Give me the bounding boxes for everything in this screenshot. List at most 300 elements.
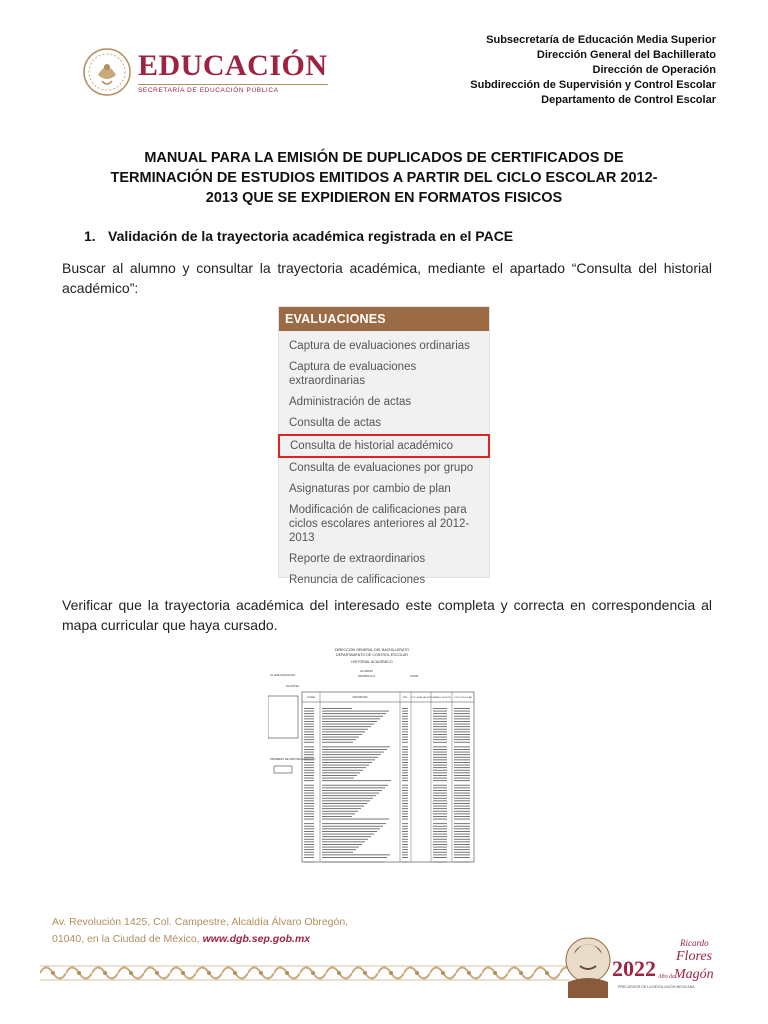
history-row-mark [304,734,314,735]
history-row-mark [433,729,447,730]
history-row-mark [322,826,383,827]
history-row-mark [304,803,314,804]
history-row-mark [322,811,358,812]
national-seal-icon [82,45,132,99]
history-row-mark [402,759,408,760]
history-row-mark [322,849,356,850]
history-row-mark [454,780,470,781]
history-row-mark [304,775,314,776]
history-row-mark [402,849,408,850]
history-row-mark [402,724,408,725]
history-row-mark [322,775,357,776]
instruction-paragraph: Buscar al alumno y consultar la trayectoria académica, mediante el apartado “Consulta del historial académico”: [62,260,712,296]
history-row-mark [454,765,470,766]
history-row-mark [322,718,380,719]
history-row-mark [322,862,384,863]
history-row-mark [454,787,470,788]
history-row-mark [402,711,408,712]
history-row-mark [322,854,390,855]
history-row-mark [304,808,314,809]
history-row-mark [402,795,408,796]
menu-item[interactable]: Asignaturas por cambio de plan [289,483,451,495]
history-row-mark [454,854,470,855]
history-row-mark [304,767,314,768]
history-row-mark [433,803,447,804]
logo-title: EDUCACIÓN [138,48,328,82]
history-row-mark [322,734,362,735]
history-row-mark [304,742,314,743]
history-row-mark [433,739,447,740]
history-row-mark [433,772,447,773]
history-row-mark [402,806,408,807]
history-row-mark [304,724,314,725]
menu-item[interactable]: Captura de evaluaciones ordinarias [289,340,470,352]
history-row-mark [454,775,470,776]
title-line: TERMINACIÓN DE ESTUDIOS EMITIDOS A PARTIR DEL CICLO ESCOLAR 2012- [110,170,658,186]
history-row-mark [454,762,470,763]
history-right-label: ALUMNO [360,669,373,673]
history-row-mark [304,765,314,766]
history-row-mark [454,813,470,814]
history-row-mark [402,746,408,747]
history-row-mark [402,798,408,799]
emblem-last-name-1: Flores [676,949,713,964]
history-row-mark [433,823,447,824]
history-row-mark [433,854,447,855]
history-row-mark [402,839,408,840]
emblem-year-sub: Año de [658,974,675,980]
page-header [0,30,768,110]
history-row-mark [454,826,470,827]
history-row-mark [454,831,470,832]
history-row-mark [402,716,408,717]
history-row-mark [402,754,408,755]
history-row-mark [433,780,447,781]
menu-item[interactable]: Reporte de extraordinarios [289,553,426,565]
history-row-mark [402,787,408,788]
history-row-mark [433,746,447,747]
history-row-mark [304,806,314,807]
history-row-mark [304,826,314,827]
history-row-mark [322,754,381,755]
history-row-mark [433,734,447,735]
address-line: Av. Revolución 1425, Col. Campestre, Alcaldía Álvaro Obregón, [52,916,349,928]
history-row-mark [304,790,314,791]
history-row-mark [304,793,314,794]
department-lines [470,33,716,108]
address-line: 01040, en la Ciudad de México, [52,933,200,945]
history-row-mark [402,819,408,820]
history-row-mark [322,716,383,717]
history-row-mark [322,765,369,766]
history-row-mark [304,718,314,719]
history-row-mark [402,718,408,719]
history-row-mark [322,839,368,840]
history-row-mark [304,757,314,758]
history-row-mark [454,828,470,829]
history-row-mark [322,795,376,796]
history-row-mark [454,819,470,820]
history-row-mark [433,852,447,853]
history-row-mark [454,770,470,771]
history-row-mark [304,770,314,771]
history-row-mark [454,734,470,735]
history-row-mark [402,790,408,791]
emblem-first-name: Ricardo [680,938,709,948]
history-row-mark [433,754,447,755]
evaluaciones-menu [278,306,490,586]
history-row-mark [322,841,365,842]
history-row-mark [454,800,470,801]
history-row-mark [433,785,447,786]
history-row-mark [304,726,314,727]
history-row-mark [322,746,390,747]
history-column-header: CLAVE [307,696,315,699]
history-row-mark [402,826,408,827]
history-row-mark [433,749,447,750]
history-row-mark [433,862,447,863]
history-row-mark [433,813,447,814]
history-row-mark [402,752,408,753]
history-row-mark [433,808,447,809]
history-row-mark [304,800,314,801]
history-row-mark [304,844,314,845]
history-row-mark [433,759,447,760]
history-row-mark [304,831,314,832]
history-row-mark [454,844,470,845]
history-rows [304,708,470,864]
history-row-mark [304,828,314,829]
history-row-mark [402,713,408,714]
website-link[interactable]: www.dgb.sep.gob.mx [202,933,311,945]
history-row-mark [402,803,408,804]
history-row-mark [402,734,408,735]
history-row-mark [304,759,314,760]
history-row-mark [402,742,408,743]
history-row-mark [402,836,408,837]
menu-item-highlighted[interactable]: Consulta de historial académico [280,436,488,456]
history-row-mark [322,813,355,814]
history-row-mark [322,844,362,845]
history-right-label: MATRÍCULA [358,674,376,678]
history-row-mark [322,831,377,832]
history-row-mark [304,752,314,753]
history-row-mark [433,713,447,714]
history-row-mark [433,806,447,807]
history-row-mark [402,770,408,771]
history-row-mark [402,852,408,853]
history-row-mark [454,857,470,858]
emblem-year: 2022 [612,956,656,981]
history-column-header: CAL [402,696,408,699]
history-header-line: HISTORIAL ACADÉMICO [351,660,393,664]
history-row-mark [402,775,408,776]
history-row-mark [454,716,470,717]
history-row-mark [304,857,314,858]
history-row-mark [402,813,408,814]
history-row-mark [433,790,447,791]
section-title: Validación de la trayectoria académica registrada en el PACE [108,228,514,244]
history-row-mark [304,823,314,824]
history-row-mark [402,749,408,750]
history-row-mark [433,800,447,801]
history-row-mark [304,708,314,709]
history-row-mark [454,806,470,807]
history-row-mark [433,857,447,858]
history-row-mark [304,749,314,750]
history-row-mark [454,834,470,835]
history-row-mark [322,790,382,791]
history-row-mark [454,803,470,804]
history-row-mark [402,828,408,829]
history-row-mark [322,780,391,781]
history-row-mark [402,731,408,732]
history-row-mark [454,731,470,732]
history-row-mark [433,793,447,794]
history-row-mark [402,721,408,722]
history-row-mark [454,847,470,848]
history-row-mark [322,803,367,804]
history-row-mark [402,862,408,863]
history-row-mark [433,834,447,835]
history-row-mark [433,819,447,820]
history-row-mark [454,862,470,863]
menu-item[interactable]: Renuncia de calificaciones [289,574,426,586]
history-row-mark [304,762,314,763]
history-row-mark [304,713,314,714]
history-row-mark [433,731,447,732]
history-row-mark [322,713,386,714]
logo-subtitle: SECRETARÍA DE EDUCACIÓN PÚBLICA [138,84,328,94]
history-left-label: PROMEDIO DE APROVECHAMIENTO [270,758,316,761]
title-line: 2013 QUE SE EXPIDIERON EN FORMATOS FISICOS [205,190,563,206]
department-line: Dirección General del Bachillerato [536,49,716,61]
history-row-mark [402,726,408,727]
history-row-mark [402,785,408,786]
history-row-mark [433,737,447,738]
history-header-line: DEPARTAMENTO DE CONTROL ESCOLAR [336,653,408,657]
history-row-mark [304,836,314,837]
history-row-mark [433,831,447,832]
history-row-mark [454,726,470,727]
menu-header: EVALUACIONES [279,307,489,331]
emblem-tagline: PRECURSOR DE LA REVOLUCIÓN MEXICANA [618,985,695,989]
history-row-mark [433,742,447,743]
history-row-mark [454,737,470,738]
menu-item[interactable]: Administración de actas [289,396,412,408]
history-row-mark [322,857,387,858]
academic-history-document [268,646,476,864]
history-row-mark [322,726,371,727]
history-row-mark [322,819,389,820]
history-row-mark [454,852,470,853]
history-row-mark [322,731,365,732]
history-row-mark [454,836,470,837]
history-row-mark [454,721,470,722]
history-row-mark [322,793,379,794]
history-row-mark [402,780,408,781]
history-row-mark [304,862,314,863]
history-row-mark [454,742,470,743]
history-row-mark [454,839,470,840]
history-row-mark [304,834,314,835]
department-line: Subdirección de Supervisión y Control Escolar [470,79,716,91]
history-row-mark [402,847,408,848]
history-row-mark [433,798,447,799]
history-row-mark [433,718,447,719]
history-row-mark [322,759,375,760]
history-row-mark [402,834,408,835]
history-row-mark [433,708,447,709]
history-header-line: DIRECCIÓN GENERAL DEL BACHILLERATO [334,648,410,652]
history-row-mark [402,772,408,773]
history-row-mark [402,854,408,855]
decorative-border-pattern [40,958,570,988]
history-row-mark [304,816,314,817]
history-row-mark [322,800,370,801]
portrait-icon [566,938,610,982]
history-row-mark [454,757,470,758]
history-row-mark [322,762,372,763]
history-row-mark [454,724,470,725]
history-row-mark [402,778,408,779]
history-row-mark [454,793,470,794]
history-row-mark [402,841,408,842]
history-row-mark [433,711,447,712]
history-row-mark [304,841,314,842]
history-row-mark [304,739,314,740]
history-row-mark [433,836,447,837]
photo-box [268,696,298,738]
history-row-mark [402,793,408,794]
history-row-mark [454,754,470,755]
menu-item[interactable]: Captura de evaluaciones extraordinarias [289,361,417,387]
history-row-mark [454,808,470,809]
history-row-mark [322,749,387,750]
history-row-mark [402,800,408,801]
history-row-mark [322,816,352,817]
history-row-mark [433,757,447,758]
history-row-mark [433,724,447,725]
history-row-mark [322,852,353,853]
history-row-mark [322,787,385,788]
history-row-mark [454,778,470,779]
history-row-mark [454,711,470,712]
history-row-mark [402,708,408,709]
history-row-mark [322,708,352,709]
history-row-mark [304,729,314,730]
history-row-mark [433,826,447,827]
history-row-mark [322,729,368,730]
history-row-mark [322,721,377,722]
history-row-mark [402,808,408,809]
history-right-label: CURP [410,674,419,678]
history-row-mark [402,739,408,740]
history-row-mark [402,737,408,738]
history-row-mark [433,787,447,788]
history-row-mark [402,757,408,758]
history-row-mark [304,711,314,712]
history-row-mark [322,836,371,837]
history-row-mark [454,772,470,773]
history-row-mark [322,834,374,835]
history-row-mark [322,757,378,758]
history-row-mark [402,831,408,832]
history-row-mark [433,849,447,850]
history-row-mark [322,798,373,799]
history-row-mark [433,811,447,812]
history-row-mark [433,765,447,766]
verification-paragraph: Verificar que la trayectoria académica del interesado este completa y correcta en correspondencia al mapa curricular que haya cursado. [62,597,712,633]
history-row-mark [322,823,386,824]
history-row-mark [322,828,380,829]
history-row-mark [454,708,470,709]
history-row-mark [433,775,447,776]
history-row-mark [304,778,314,779]
title-line: MANUAL PARA LA EMISIÓN DE DUPLICADOS DE CERTIFICADOS DE [144,150,624,166]
average-box [274,766,292,773]
history-row-mark [304,716,314,717]
history-row-mark [322,742,353,743]
ricardo-flores-magon-2022-emblem [548,924,718,1000]
history-row-mark [454,749,470,750]
sep-logo [82,45,328,99]
history-row-mark [402,857,408,858]
history-row-mark [454,841,470,842]
menu-item[interactable]: Consulta de evaluaciones por grupo [289,462,474,474]
history-row-mark [433,839,447,840]
history-row-mark [454,718,470,719]
history-row-mark [433,767,447,768]
history-row-mark [402,844,408,845]
history-row-mark [304,746,314,747]
department-line: Dirección de Operación [592,64,716,76]
footer-address [52,914,348,948]
history-row-mark [454,729,470,730]
history-row-mark [402,765,408,766]
history-row-mark [433,828,447,829]
history-row-mark [322,778,354,779]
history-left-label: CLAVE ESCOLAR [270,673,295,677]
history-row-mark [304,795,314,796]
history-row-mark [454,767,470,768]
history-column-header: ASIGNATURA [352,696,368,699]
history-row-mark [402,767,408,768]
history-row-mark [322,808,361,809]
history-row-mark [454,849,470,850]
history-row-mark [454,752,470,753]
history-row-mark [304,849,314,850]
history-column-header: TIPO EVALUACIÓN [411,697,431,699]
history-row-mark [433,795,447,796]
history-row-mark [322,772,360,773]
history-row-mark [402,729,408,730]
history-row-mark [304,819,314,820]
history-row-mark [454,790,470,791]
history-row-mark [322,724,374,725]
history-row-mark [433,762,447,763]
history-row-mark [304,854,314,855]
history-row-mark [304,737,314,738]
history-row-mark [454,739,470,740]
history-row-mark [304,772,314,773]
history-row-mark [322,711,389,712]
history-row-mark [454,816,470,817]
history-row-mark [304,780,314,781]
history-row-mark [433,721,447,722]
menu-item[interactable]: Consulta de actas [289,417,382,429]
menu-item[interactable]: Modificación de calificaciones para ciclos escolares anteriores al 2012-2013 [289,504,470,544]
